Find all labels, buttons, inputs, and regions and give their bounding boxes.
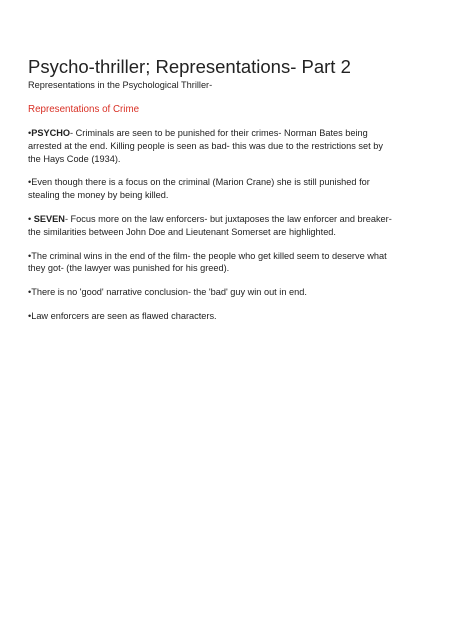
paragraph-text: - Focus more on the law enforcers- but juxtaposes the law enforcer and breaker- the similarities between John Doe and Lieutenant Somerset are highlighted. bbox=[28, 213, 392, 237]
section-heading: Representations of Crime bbox=[28, 104, 140, 115]
paragraph-text: - Criminals are seen to be punished for their crimes- Norman Bates being arrested at the end. Killing people is seen as bad- this was due to the restrictions set by the Hays Code (1934). bbox=[28, 128, 383, 164]
paragraph-seven bbox=[28, 213, 398, 239]
document-subtitle: Representations in the Psychological Thriller- bbox=[28, 80, 213, 90]
bold-term-psycho: PSYCHO bbox=[31, 128, 71, 138]
paragraph-criminal-wins bbox=[28, 250, 398, 276]
bold-term-seven: SEVEN bbox=[33, 213, 65, 224]
paragraph-law-enforcers bbox=[28, 310, 398, 323]
document-title: Psycho-thriller; Representations- Part 2 bbox=[28, 56, 351, 77]
bullet-prefix: • bbox=[28, 213, 34, 224]
paragraph-text: •The criminal wins in the end of the film- the people who get killed seem to deserve what they got- (the lawyer was punished for his greed). bbox=[28, 250, 387, 274]
bullet-prefix: • bbox=[28, 128, 32, 138]
paragraph-marion-crane bbox=[28, 176, 398, 202]
paragraph-text: •Law enforcers are seen as flawed characters. bbox=[28, 310, 217, 321]
paragraph-narrative-conclusion bbox=[28, 286, 398, 299]
paragraph-text: •There is no 'good' narrative conclusion- the 'bad' guy win out in end. bbox=[28, 287, 307, 298]
paragraph-text: •Even though there is a focus on the criminal (Marion Crane) she is still punished for stealing the money by being killed. bbox=[28, 177, 370, 201]
paragraph-psycho bbox=[28, 127, 398, 165]
